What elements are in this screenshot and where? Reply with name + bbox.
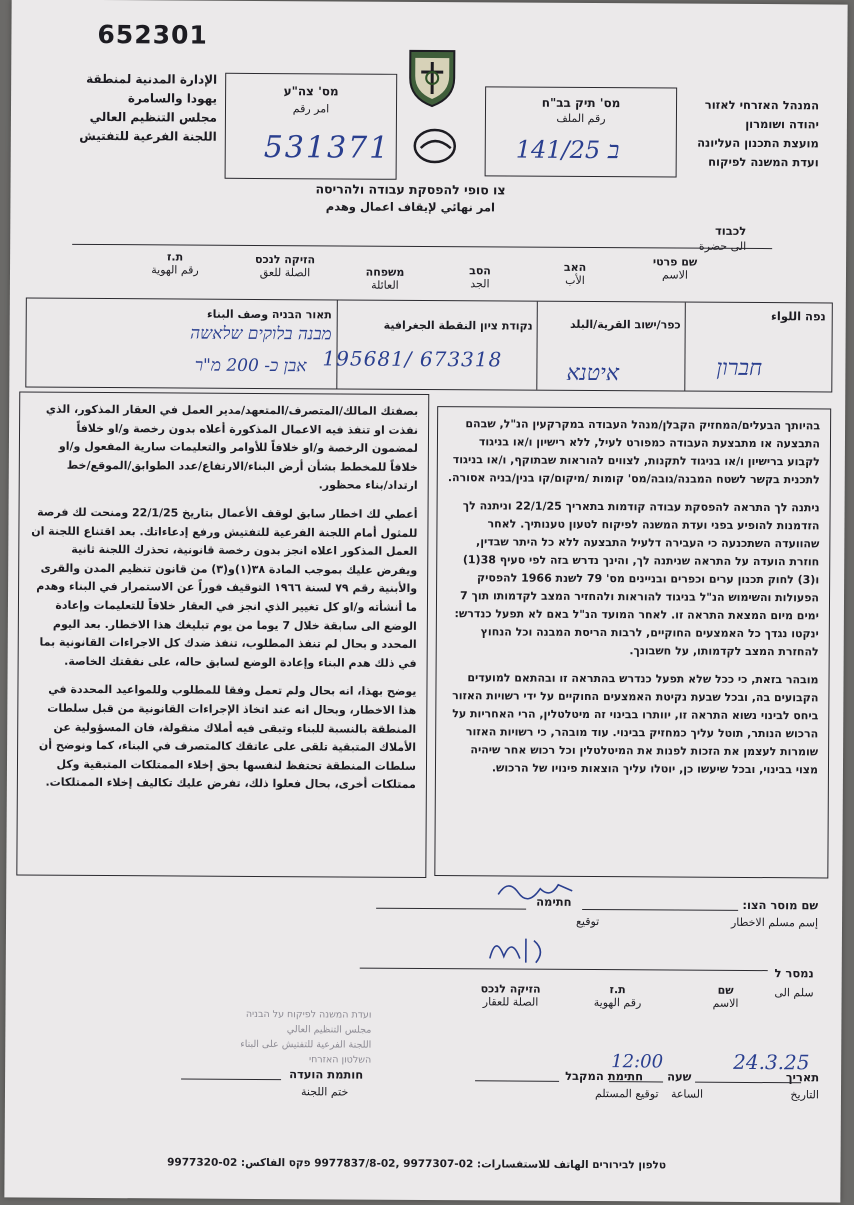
signature-label: חתימה xyxy=(536,894,572,909)
hebrew-org-line: מועצת התכנון העליונה xyxy=(697,135,819,151)
field-relation xyxy=(240,253,330,280)
file-number-label-ar: رقم الملف xyxy=(556,111,606,126)
field-family-he: משפחה xyxy=(365,265,405,279)
committee-stamp xyxy=(171,1006,371,1067)
hebrew-body-box xyxy=(434,406,831,878)
order-number-box xyxy=(225,73,398,180)
field-grandfather xyxy=(445,264,515,290)
stamp-label-ar: ختم اللجنة xyxy=(300,1085,349,1099)
date-label-ar: التاريخ xyxy=(790,1088,820,1102)
time-label: שעה xyxy=(667,1069,692,1084)
signature-label-ar: توقيع xyxy=(576,914,600,929)
emblem-icon xyxy=(407,48,457,108)
arabic-body-box xyxy=(16,392,429,878)
arabic-body xyxy=(28,401,418,795)
arabic-paragraph: أعطي لك اخطار سابق لوقف الأعمال بتاريخ 22/1/25 ومنحت لك فرصة للمثول أمام اللجنة الفرعية للتفتيش ورفع إدعاءاتك. بعد اقتناع اللجنة ان العمل المذكور اعلاه انجز بدون رخصة قانونية، تحذرك اللجنة ثانية ويفرض عليك بموجب المادة ٣٨(١)و(٣) من قانون تنظيم المدن والقرى والأبنية رقم ٧٩ لسنة ١٩٦٦ التوقيف فوراً عن الاستمرار في البناء وهدم ما أنشأته و/او كل تغيير الذي انجز في العقار خلافاً للتعليمات وإعادة الوضع الى سابقة خلال 7 يوما من يوم تبليغك هذا الاخطار. بعد اليوم المحدد و بحال لم تنفذ المطلوب، تنفذ ضدك كل الاجراءات القانونية بما في ذلك هدم البناء وإعادة الوضع لسابق حاله، على نفقتك الخاصة. xyxy=(31,505,418,670)
field-id xyxy=(130,250,220,277)
recv-field-name xyxy=(696,984,756,1010)
deliverer-line xyxy=(582,909,738,911)
hebrew-body xyxy=(446,415,820,779)
serial-number: 652301 xyxy=(97,19,208,50)
field-first-name-he: שם פרטי xyxy=(652,255,698,269)
table-divider xyxy=(536,302,538,390)
table-divider xyxy=(336,300,338,388)
hebrew-org-line: ועדת המשנה לפיקוח xyxy=(708,154,819,170)
arabic-org-line: يهودا والسامرة xyxy=(127,91,218,106)
deliverer-signature-icon xyxy=(496,874,576,908)
receiver-label-ar: سلم الى xyxy=(774,986,814,1000)
recipient-line xyxy=(72,244,772,249)
field-first-name-ar: الاسم xyxy=(662,268,688,282)
recv-signature-label: חתימת המקבל xyxy=(565,1068,644,1084)
field-father-ar: الأب xyxy=(565,273,585,287)
recipient-label: לכבוד xyxy=(715,223,747,238)
recv-signature-line xyxy=(475,1080,559,1082)
recv-signature-label-ar: توقيع المستلم xyxy=(594,1087,659,1101)
hebrew-paragraph: בהיותך הבעלים/המחזיק הקבלן/מנהל העבודה במקרקעין הנ"ל, שבהם התבצעה או מתבצעת העבודה כמפורט לעיל, ללא רישיון ו/או בניגוד לקבוע ברישיון ו/או בניגוד לתקנות, לצווים להוראות שבתוקף, ו/או בניגוד לתכנית בקשר לשטח המבנה/גובה/מס' קומות /מיקום/קו בנין/בניה אסורה. xyxy=(447,417,821,487)
location-table xyxy=(25,298,833,393)
village-label: כפר/ישוב القرية/البلد xyxy=(569,317,681,332)
hebrew-paragraph: ניתנה לך התראה להפסקת עבודה קודמות בתאריך 22/1/25 וניתנה לך הזדמנות להופיע בפני ועדת המשנה לפיקוח לטעון טענותיך. לאחר שהוועדה השתכנעה כי העבירה דלעיל התבצעה ללא כל היתר שבדין, חוזרת הועדה על התראה שניתנה לך, והינך נדרש בזה לפי סעיף 38(1) ו(3) לחוק תכנון ערים וכפרים ובניינים מס' 79 לשנת 1966 להפסיק הפעולות והשימוש הנ"ל בניגוד להוראות ולהחזיר המצב לקדמותו תוך 7 ימים מיום המצאת התראה זו. לאחר המועד הנ"ל באם לא תפעל כנדרש: ינקטו נגדך כל האמצעים החוקיים, לרבות הריסת המבנה וכל הנחוץ להחזרת המצב לקדמותו, על חשבונך. xyxy=(454,499,820,659)
order-document xyxy=(4,0,847,1203)
field-family-ar: العائلة xyxy=(371,278,399,292)
arabic-org-line: الإدارة المدنية لمنطقة xyxy=(86,71,218,87)
field-grandfather-ar: الجد xyxy=(470,277,490,291)
deliverer-label-ar: إسم مسلم الاخطار xyxy=(730,915,819,930)
field-relation-he: הזיקה לנכס xyxy=(255,252,316,267)
footer-contact: טלפון לבירורים الهاتف للاستفسارات: 02-9977307 ,02-9977837/8 פקס الفاكس: 02-9977320 xyxy=(167,1156,667,1172)
hebrew-paragraph: מובהר בזאת, כי ככל שלא תפעל כנדרש בהתראה זו ובהתאם למועדים הקבועים בה, ובכל שבעת נקיטת האמצעים החוקיים על ידי רשויות האזור ביחס לבינוי נשוא התראה זו, יוותרו בבינוי זה מיטלטלין, הרי האחריות על הרכוש הנותר, תוטל עליך כמחזיק בבינוי. עוד מובהר, כי רשויות האזור שומרות לעצמן את הזכות לפנות את המיטלטלין וכל רכוש אחר שיהיה מצוי בבינוי, ובכל שיעשו כן, יוטלו עליך הוצאות פינויו של הרכוש. xyxy=(452,671,819,777)
building-label: תאור הבניה وصف البناء xyxy=(207,307,332,322)
arabic-paragraph: يوضح بهذا، انه بحال ولم تعمل وفقا للمطلوب وللمواعيد المحددة في هذا الاخطار، وبحال انه عند اتخاذ الإجراءات القانونية من قبل سلطات المنطقة بالنسبة للبناء وتبقى فيه أملاك منقولة، فان المسؤولية عن الأملاك المتبقية تلقى على عاتقك كالمتصرف في البناء، كما ونوضح أن سلطات المنطقة تحتفظ لنفسها بحق إخلاء الممتلكات المتبقية وكل ممتلكات أخرى، بحال فعلوا ذلك، تفرض عليك تكاليف إخلاء الممتلكات. xyxy=(38,683,417,792)
stamp-line-underline xyxy=(181,1079,281,1081)
arabic-org-line: اللجنة الفرعية للتفتيش xyxy=(79,128,217,144)
stamp-label: חותמת הועדה xyxy=(289,1067,364,1082)
order-number-value: 531371 xyxy=(263,130,391,166)
order-title-ar: امر نهائي لإيقاف اعمال وهدم xyxy=(325,199,496,215)
date-line xyxy=(695,1082,801,1084)
order-number-label: מס' צה"ע xyxy=(283,84,339,99)
recv-field-relation-he: הזיקה לנכס xyxy=(480,982,541,996)
date-value: 24.3.25 xyxy=(733,1049,810,1075)
field-first-name xyxy=(630,255,720,282)
field-relation-ar: الصلة للعق xyxy=(259,265,311,280)
recv-field-name-ar: الاسم xyxy=(712,996,739,1010)
file-number-box xyxy=(485,86,678,177)
recv-field-id xyxy=(578,983,658,1009)
person-fields-row xyxy=(90,252,700,296)
recv-field-name-he: שם xyxy=(717,983,734,997)
recipient-label-ar: الى حضرة xyxy=(698,239,747,253)
file-number-value: 141/25 ב xyxy=(515,135,620,165)
order-title: צו סופי להפסקת עבודה ולהריסה xyxy=(315,181,506,198)
receiver-line xyxy=(360,968,768,971)
file-number-label: מס' תיק בב"ח xyxy=(541,95,621,111)
date-label: תאריך xyxy=(785,1070,820,1085)
recv-field-relation xyxy=(466,982,556,1009)
field-grandfather-he: הסב xyxy=(469,264,491,278)
deliverer-label: שם מוסר הצו: xyxy=(742,897,819,913)
field-family xyxy=(345,265,425,291)
coords-value: 195681/ 673318 xyxy=(322,346,503,372)
arabic-org-block xyxy=(77,70,217,147)
recv-field-id-he: ת.ז xyxy=(609,983,626,997)
hebrew-org-block xyxy=(689,96,819,173)
field-id-ar: رقم الهوية xyxy=(151,263,199,277)
building-value-1: מבנה בלוקים שלאשה xyxy=(190,323,332,345)
time-value: 12:00 xyxy=(611,1051,664,1073)
arabic-paragraph: بصفتك المالك/المتصرف/المتعهد/مدير العمل في العقار المذكور، الذي نفذت او تنفذ فيه الاعمال المذكورة أعلاه بدون رخصة و/او خلافاً لمضمون الرخصة و/او خلافاً للأوامر والتعليمات سارية المفعول و/او خلافاً للمخطط بشأن أرض البناء/الارتفاع/عدد الطوابق/الموقع/خط ارتداد/بناء محظور. xyxy=(45,402,419,493)
hebrew-org-line: המנהל האזרחי לאזור xyxy=(704,97,820,113)
field-id-he: ת.ז xyxy=(166,250,184,264)
recv-field-id-ar: رقم الهوية xyxy=(593,996,642,1010)
recv-field-relation-ar: الصلة للعقار xyxy=(482,995,539,1009)
district-value: חברון xyxy=(716,355,763,382)
hebrew-org-line: יהודה ושומרון xyxy=(745,116,819,132)
order-number-label-ar: امر رقم xyxy=(292,102,330,116)
stamp-line: ועדת המשנה לפיקוח על הבניה xyxy=(245,1008,372,1021)
coords-label: נקודת ציון النقطة الجغرافية xyxy=(383,318,533,333)
stamp-line: השלטון האזרחי xyxy=(308,1054,372,1066)
stamp-line: اللجنة الفرعية للتفتيش على البناء xyxy=(240,1038,372,1051)
district-label: נפה اللواء xyxy=(771,309,826,324)
field-father-he: האב xyxy=(563,260,587,274)
field-father xyxy=(540,261,610,287)
arabic-org-line: مجلس التنظيم العالي xyxy=(89,109,217,125)
signature-mark-icon xyxy=(411,126,459,166)
building-value-2: אבן כ- 200 מ"ר xyxy=(194,355,307,377)
table-divider xyxy=(684,303,686,391)
receiver-signature-icon xyxy=(486,928,556,972)
time-label-ar: الساعة xyxy=(670,1087,704,1101)
village-value: איטנא xyxy=(566,360,620,387)
stamp-line: مجلس التنظيم العالي xyxy=(286,1024,372,1036)
receiver-label: נמסר ל xyxy=(774,966,814,981)
